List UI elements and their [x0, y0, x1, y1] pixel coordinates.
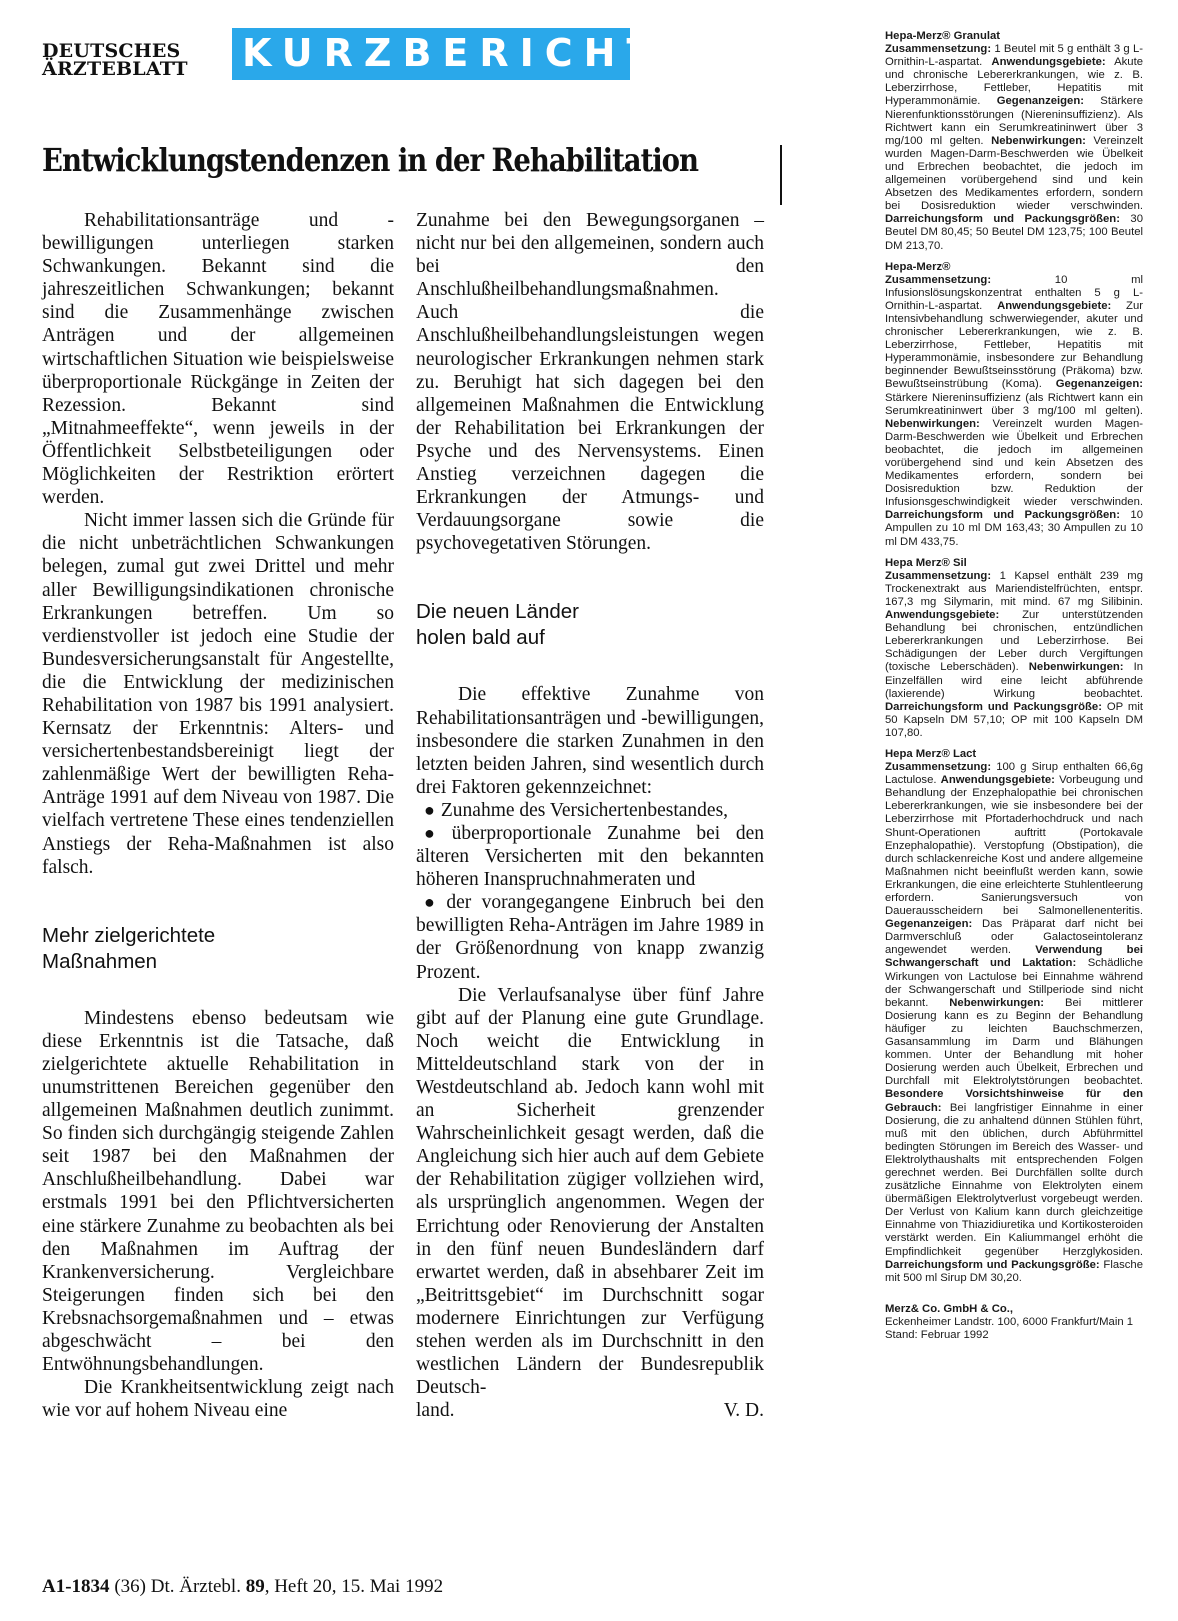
page-code: A1-1834 [42, 1576, 110, 1597]
field-text: Zur Intensivbehandlung schwerwiegender, akuter und chronischer Lebererkrankungen, wie z. B. Leberzirrhose, Fettleber, Hepatitis mit Hyperammonämie, insbesondere zur Behandlung beginnender Bewußtseinsstörung (Präkoma) bzw. Bewußtseinstrübung (Koma). [885, 299, 1143, 391]
field-label: Anwendungsgebiete: [885, 609, 1000, 622]
field-text: 30 Beutel DM 80,45; 50 Beutel DM 123,75; 100 Beutel DM 213,70. [885, 213, 1143, 252]
product-entry [885, 557, 1143, 740]
paragraph: Die Verlaufsanalyse über fünf Jahre gibt auf der Planung eine gute Grundlage. Noch weicht die Entwicklung in Mitteldeutschland stark von der in Westdeutschland ab. Jedoch kann wohl mit an Sicherheit grenzender Wahrscheinlichkeit gesagt werden, daß die Angleichung sich hier auch auf dem Gebiete der Rehabilitation zügiger vollziehen wird, als ursprünglich angenommen. Wegen der Errichtung oder Renovierung der Anstalten in den fünf neuen Bundesländern darf erwartet werden, daß in absehbarer Zeit im „Beitrittsgebiet“ im Durchschnitt sogar modernere Einrichtungen zur Verfügung stehen werden als im Durchschnitt in den westlichen Ländern der Bundesrepublik Deutsch- [416, 984, 764, 1399]
product-name: Hepa-Merz® Granulat [885, 30, 1001, 42]
bullet-item: ● der vorangegangene Einbruch bei den bewilligten Reha-Anträgen im Jahre 1989 in der Größenordnung von knapp zwanzig Prozent. [416, 891, 764, 983]
field-label: Darreichungsform und Packungsgrößen: [885, 213, 1120, 226]
field-label: Gegenanzeigen: [996, 95, 1084, 108]
field-label: Anwendungsgebiete: [997, 299, 1112, 312]
last-word: land. [416, 1400, 455, 1422]
masthead-line-2: ÄRZTEBLATT [42, 58, 188, 80]
field-label: Nebenwirkungen: [1028, 661, 1124, 674]
field-label: Besondere Vorsichtshinweise für den Gebrauch: [885, 1088, 1143, 1114]
field-text: 10 Ampullen zu 10 ml DM 163,43; 30 Ampullen zu 10 ml DM 433,75. [885, 509, 1143, 548]
signature-line [416, 1399, 764, 1422]
company-name: Merz& Co. GmbH & Co., [885, 1302, 1014, 1315]
page-footer [42, 1576, 443, 1598]
product-name: Hepa-Merz® [885, 260, 951, 273]
field-text: Akute und chronische Lebererkrankungen, wie z. B. Leberzirrhose, Fettleber, Hepatitis mit Hyperammonämie. [885, 56, 1143, 108]
field-text: Vereinzelt wurden Magen-Darm-Beschwerden wie Übelkeit und Erbrechen beobachtet, die jedoch im allgemeinen vorübergehend sind und kein Absetzen des Medikamentes erfordern, sondern bei Dosisreduktion wieder verschwinden. [885, 134, 1144, 213]
product-entry [885, 261, 1143, 549]
paragraph: Nicht immer lassen sich die Gründe für die nicht unbeträchtlichen Schwankungen belegen, zumal gut zwei Drittel und mehr aller Bewilligungsindikationen chronische Erkrankungen betreffen. Um so verdienstvoller ist jedoch eine Studie der Bundesversicherungsanstalt für Angestellte, die die Entwicklung der medizinischen Rehabilitation von 1987 bis 1991 analysiert. Kernsatz der Erkenntnis: Alters- und versichertenbestandsbereinigt liegt der zahlenmäßige Wert der bewilligten Reha-Anträge 1991 auf dem Niveau von 1987. Die vielfach vertretene These eines tendenziellen Anstiegs der Reha-Maßnahmen ist also falsch. [42, 510, 394, 878]
field-label: Verwendung bei Schwangerschaft und Laktation: [885, 944, 1144, 970]
paragraph: Mindestens ebenso bedeutsam wie diese Erkenntnis ist die Tatsache, daß zielgerichtete aktuelle Rehabilitation in unumstrittenen Bereichen gegenüber den allgemeinen Maßnahmen deutlich zunimmt. So finden sich durchgängig steigende Zahlen seit 1987 bei den Maßnahmen der Anschlußheilbehandlung. Dabei war erstmals 1991 bei den Pflichtversicherten eine stärkere Zunahme zu beobachten als bei den Maßnahmen im Auftrag der Krankenversicherung. Vergleichbare Steigerungen finden sich bei den Krebsnachsorgemaßnahmen und – etwas abgeschwächt – bei den Entwöhnungsbehandlungen. [42, 1007, 394, 1376]
section-banner: KURZBERICHTE [232, 28, 630, 80]
paragraph: Zunahme bei den Bewegungsorganen – nicht nur bei den allgemeinen, sondern auch bei den Anschlußheilbehandlungsmaßnahmen. Auch die Anschlußheilbehandlungsleistungen wegen neurologischer Erkrankungen nehmen stark zu. Beruhigt hat sich dagegen bei den allgemeinen Maßnahmen die Entwicklung der Rehabilitation bei Erkrankungen der Psyche und des Nervensystems. Einen Anstieg verzeichnen dagegen die Erkrankungen der Atmungs- und Verdauungsorgane sowie die psychovegetativen Störungen. [416, 210, 764, 555]
field-label: Darreichungsform und Packungsgröße: [885, 700, 1102, 713]
field-text: Vorbeugung und Behandlung der Enzephalopathie bei chronischen Lebererkrankungen, wie sie insbesondere bei der Leberzirrhose mit Pfortaderhochdruck und nach Shunt-Operationen auftritt (Portokavale Enzephalopathie). Verstopfung (Obstipation), die durch schlackenreiche Kost und andere allgemeine Maßnahmen nicht beeinflußt werden kann, sowie Erkrankungen, die eine erleichterte Stuhlentleerung erfordern. Sanierungsversuch von Dauerausscheidern bei Salmonellenenteritis. [885, 774, 1144, 918]
field-label: Gegenanzeigen: [885, 918, 973, 931]
field-label: Zusammensetzung: [885, 43, 992, 56]
field-text: Schädliche Wirkungen von Lactulose bei Einnahme während der Schwangerschaft und Stillperiode sind nicht bekannt. [885, 957, 1144, 1009]
field-text: Stärkere Nierenfunktionsstörungen (Niereninsuffizienz). Als Richtwert kann ein Serumkreatininwert über 3 mg/100 ml gelten. [885, 95, 1143, 147]
product-info-sidebar [885, 30, 1143, 1342]
field-text: Bei langfristiger Einnahme in einer Dosierung, die zu anhaltend dünnen Stühlen führt, muß mit den üblichen, durch Abführmittel bedingten Störungen im Bereich des Wasser- und Elektrolythaushalts mit entsprechenden Folgen gerechnet werden. Bei Durchfällen sollte durch zusätzliche Einnahme von Elektrolyten einem übermäßigen Elektrolytverlust vorgebeugt werden. Der Verlust von Kalium kann durch gleichzeitige Einnahme von Thiazidiuretika und Kortikosteroiden verstärkt werden. Ein Kaliummangel erhöht die Empfindlichkeit gegenüber Herzglykosiden. [885, 1101, 1143, 1258]
field-text: Vereinzelt wurden Magen-Darm-Beschwerden wie Übelkeit und Erbrechen beobachtet, die jedoch im allgemeinen vorübergehend sind und kein Absetzen des Medikamentes erfordern, sondern bei Dosisreduktion bzw. Reduktion der Infusionsgeschwindigkeit wieder verschwinden. [885, 417, 1143, 509]
company-address: Eckenheimer Landstr. 100, 6000 Frankfurt/Main 1 [885, 1315, 1134, 1328]
author-initials: V. D. [723, 1400, 764, 1422]
subheading [42, 923, 394, 975]
info-date: Stand: Februar 1992 [885, 1329, 989, 1341]
field-text: 100 g Sirup enthalten 66,6g Lactulose. [885, 761, 1143, 787]
field-text: 1 Beutel mit 5 g enthält 3 g L-Ornithin-L-aspartat. [885, 43, 1143, 69]
masthead-line-1: DEUTSCHES [42, 40, 181, 62]
company-info [885, 1303, 1143, 1342]
bullet-item: ● überproportionale Zunahme bei den älteren Versicherten mit den bekannten höheren Inanspruchnahmeraten und [416, 822, 764, 891]
paragraph: Rehabilitationsanträge und -bewilligungen unterliegen starken Schwankungen. Bekannt sind die jahreszeitlichen Schwankungen; bekannt sind die Zusammenhänge zwischen Anträgen und der allgemeinen wirtschaftlichen Situation wie beispielsweise überproportionale Rückgänge in Zeiten der Rezession. Bekannt sind „Mitnahmeeffekte“, wenn jeweils in der Öffentlichkeit Selbstbeteiligungen oder Möglichkeiten der Restriktion erörtert werden. [42, 210, 394, 509]
subheading-line: Mehr zielgerichtete [42, 923, 216, 947]
bullet-item: ● Zunahme des Versichertenbestandes, [416, 799, 764, 822]
citation-volume: 89 [245, 1576, 265, 1597]
article-headline: Entwicklungstendenzen in der Rehabilitation [42, 141, 698, 179]
field-label: Darreichungsform und Packungsgrößen: [885, 509, 1120, 522]
field-label: Anwendungsgebiete: [940, 774, 1055, 787]
subheading-line: holen bald auf [416, 626, 545, 650]
field-label: Zusammensetzung: [885, 569, 992, 582]
paragraph: Die Krankheitsentwicklung zeigt nach wie vor auf hohem Niveau eine [42, 1377, 394, 1422]
subheading-line: Die neuen Länder [416, 600, 579, 624]
field-text: 1 Kapsel enthält 239 mg Trockenextrakt aus Mariendistelfrüchten, entspr. 167,3 mg Silymarin, mit mind. 67 mg Silibinin. [885, 569, 1143, 608]
column-rule [780, 145, 782, 205]
field-label: Zusammensetzung: [885, 761, 992, 774]
citation-post: , Heft 20, 15. Mai 1992 [264, 1576, 444, 1597]
product-entry [885, 30, 1143, 253]
subheading [416, 599, 764, 651]
field-text: Stärkere Niereninsuffizienz (als Richtwert kann ein Serumkreatininwert über 3 mg/100 ml gelten). [885, 391, 1143, 417]
product-name: Hepa Merz® Lact [885, 747, 977, 760]
field-text: Das Präparat darf nicht bei Darmverschluß oder Galactoseintoleranz angewendet werden. [885, 918, 1143, 957]
article-column-2 [416, 209, 764, 1422]
field-text: Bei mittlerer Dosierung kann es zu Beginn der Behandlung häufiger zu leichten Bauchschmerzen, Gasansammlung im Darm und Blähungen kommen. Unter der Behandlung mit hoher Dosierung werden auch Übelkeit, Erbrechen und Durchfall mit Elektrolytstörungen beobachtet. [885, 996, 1144, 1088]
field-text: OP mit 50 Kapseln DM 57,10; OP mit 100 Kapseln DM 107,80. [885, 700, 1143, 739]
product-name: Hepa Merz® Sil [885, 556, 967, 569]
field-label: Nebenwirkungen: [949, 996, 1045, 1009]
field-label: Nebenwirkungen: [885, 417, 980, 430]
article-column-1 [42, 209, 394, 1422]
field-label: Anwendungsgebiete: [991, 56, 1106, 69]
field-text: Zur unterstützenden Behandlung bei chronischen, entzündlichen Lebererkrankungen und Leberzirrhose. Bei Schädigungen der Leber durch Vergiftungen (toxische Leberschäden). [885, 609, 1143, 674]
field-text: In Einzelfällen wird eine leicht abführende (laxierende) Wirkung beobachtet. [885, 661, 1143, 700]
masthead-logo [42, 42, 222, 78]
field-label: Zusammensetzung: [885, 273, 992, 286]
field-label: Darreichungsform und Packungsgröße: [885, 1258, 1100, 1271]
citation-pre: (36) Dt. Ärztebl. [114, 1576, 241, 1597]
subheading-line: Maßnahmen [42, 949, 158, 973]
paragraph: Die effektive Zunahme von Rehabilitationsanträgen und -bewilligungen, insbesondere die starken Zunahmen in den letzten beiden Jahren, sind wesentlich durch drei Faktoren gekennzeichnet: [416, 684, 764, 798]
field-label: Nebenwirkungen: [991, 134, 1086, 147]
field-text: Flasche mit 500 ml Sirup DM 30,20. [885, 1258, 1143, 1284]
product-entry [885, 748, 1143, 1285]
field-text: 10 ml Infusionslösungskonzentrat enthalten 5 g L-Ornithin-L-aspartat. [885, 273, 1143, 312]
field-label: Gegenanzeigen: [1055, 378, 1143, 391]
